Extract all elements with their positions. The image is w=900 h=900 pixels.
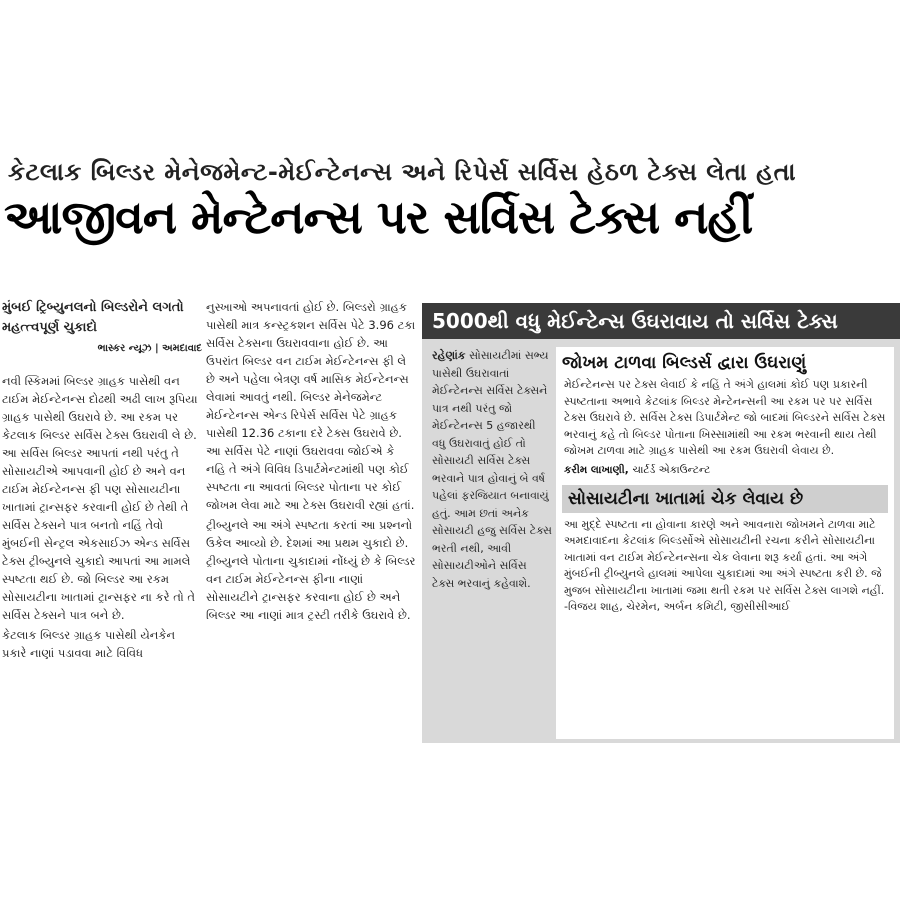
sidebar-panel bbox=[556, 347, 894, 739]
article-paragraph: ટ્રીબ્યુનલે આ અંગે સ્પષ્ટતા કરતાં આ પ્રશ્નનો ઉકેલ આવ્યો છે. દેશમાં આ પ્રથમ ચુકાદો છે. ટ્રીબ્યુનલે પોતાના ચુકાદામાં નોંધ્યું છે કે બિલ્ડર વન ટાઈમ મેઈન્ટેનન્સ ફીના નાણાં સોસાયટીને ટ્રાન્સફર કરવાના હોઈ છે અને બિલ્ડર આ નાણાં માત્ર ટ્રસ્ટી તરીકે ઉઘરાવે છે. bbox=[206, 518, 416, 622]
panel-subhead-1: જોખમ ટાળવા બિલ્ડર્સ દ્વારા ઉઘરાણું bbox=[562, 353, 807, 373]
newspaper-clipping bbox=[0, 148, 900, 753]
sidebar-box bbox=[422, 303, 900, 743]
kicker-headline: કેટલાક બિલ્ડર મેનેજમેન્ટ-મેઈન્ટેનન્સ અને રિપેર્સ સર્વિસ હેઠળ ટેક્સ લેતા હતા bbox=[8, 158, 796, 186]
article-byline: ભાસ્કર ન્યૂઝ | અમદાવાદ bbox=[97, 343, 202, 354]
byline-name: કરીમ લાખાણી, bbox=[564, 463, 629, 476]
panel-byline bbox=[556, 460, 894, 481]
panel-subhead-2: સોસાયટીના ખાતામાં ચેક લેવાય છે bbox=[562, 485, 888, 513]
byline-role: ચાર્ટર્ડ એકાઉન્ટન્ટ bbox=[632, 463, 711, 476]
panel-paragraph-1: મેઈન્ટેનન્સ પર ટેક્સ લેવાઈ કે નહિં તે અંગે હાલમાં કોઈ પણ પ્રકારની સ્પષ્ટતાના અભાવે કેટલાંક બિલ્ડર મેન્ટેનન્સની આ રકમ પર પર સર્વિસ ટેક્સ ઉઘરાવે છે. સર્વિસ ટેક્સ ડિપાર્ટમેન્ટ જો બાદમાં બિલ્ડરને સર્વિસ ટેક્સ ભરવાનું કહે તો બિલ્ડર પોતાના ખિસ્સામાંથી આ રકમ ભરવાની થાય તેથી જોખમ ટાળવા માટે ગ્રાહક પાસેથી આ રકમ ઉઘરાવી લેવાય છે. bbox=[564, 378, 886, 457]
sidebar-lead-word: રહેણાંક bbox=[432, 349, 466, 362]
article-paragraph: કેટલાક બિલ્ડર ગ્રાહક પાસેથી યેનકેન પ્રકારે નાણાં પડાવવા માટે વિવિધ bbox=[2, 628, 176, 660]
article-subhead: મુંબઈ ટ્રિબ્યુનલનો બિલ્ડરોને લગતો મહત્ત્વપૂર્ણ ચુકાદો bbox=[2, 300, 184, 335]
sidebar-text: સોસાયટીમાં સભ્ય પાસેથી ઉઘરાવાતાં મેઈન્ટેનન્સ સર્વિસ ટેક્સને પાત્ર નથી પરંતુ જો મેઈન્ટેનન્સ 5 હજારથી વધુ ઉઘરાવાતું હોઈ તો સોસાયટી સર્વિસ ટેક્સ ભરવાને પાત્ર હોવાનું બે વર્ષ પહેલાં ફરજિયાત બનાવાયું હતું. આમ છતાં અનેક સોસાયટી હજુ સર્વિસ ટેક્સ ભરતી નથી, આવી સોસાયટીઓને સર્વિસ ટેક્સ ભરવાનું કહેવાશે. bbox=[432, 349, 552, 590]
article-paragraph: નવી સ્કિમમાં બિલ્ડર ગ્રાહક પાસેથી વન ટાઈમ મેઈન્ટેનન્સ દોઢથી અઢી લાખ રૂપિયા ગ્રાહક પાસેથી ઉઘરાવે છે. આ રકમ પર કેટલાક બિલ્ડર સર્વિસ ટેક્સ ઉઘરાવી લે છે. આ સર્વિસ બિલ્ડર આપતાં નથી પરંતુ તે સોસાયટીએ આપવાની હોઈ છે અને વન ટાઈમ મેઈન્ટેનન્સ ફી પણ સોસાયટીના ખાતામાં ટ્રાન્સફર કરવાની હોઈ છે તેથી તે સર્વિસ ટેક્સને પાત્ર બનતો નહિં તેવો મુંબઈની સેન્ટ્રલ એકસાઈઝ એન્ડ સર્વિસ ટેક્સ ટ્રીબ્યુનલે ચુકાદો આપતાં આ મામલે સ્પષ્ટતા થઈ છે. જો બિલ્ડર આ રકમ સોસાયટીના ખાતામાં ટ્રાન્સફર ના કરે તો તે સર્વિસ ટેક્સને પાત્ર બને છે. bbox=[2, 374, 198, 622]
article-paragraph: નુસ્ખાઓ અપનાવતાં હોઈ છે. બિલ્ડરો ગ્રાહક પાસેથી માત્ર કન્સ્ટ્રકશન સર્વિસ પેટે 3.96 ટકા સર્વિસ ટેક્સના ઉઘરાવવાના હોઈ છે. આ ઉપરાંત બિલ્ડર વન ટાઈમ મેઈન્ટેનન્સ ફી લે છે અને પહેલા બેત્રણ વર્ષ માસિક મેઈન્ટેનન્સ લેવામાં આવતું નથી. બિલ્ડર મેનેજમેન્ટ મેઈન્ટેનન્સ એન્ડ રિપેર્સ સર્વિસ પેટે ગ્રાહક પાસેથી 12.36 ટકાના દરે ટેક્સ ઉઘરાવે છે. આ સર્વિસ પેટે નાણાં ઉઘરાવવા જોઈએ કે નહિ તે અંગે વિવિધ ડિપાર્ટમેન્ટમાંથી પણ કોઈ સ્પષ્ટતા ના આવતાં બિલ્ડર પોતાના પર કોઈ જોખમ લેવા માટે આ ટેક્સ ઉઘરાવી રહ્યાં હતાં. bbox=[206, 300, 416, 512]
main-headline: આજીવન મેન્ટેનન્સ પર સર્વિસ ટેક્સ નહીં bbox=[4, 190, 753, 244]
sidebar-banner: 5000થી વધુ મેઈન્ટેન્સ ઉઘરાવાય તો સર્વિસ ટેક્સ bbox=[422, 303, 900, 339]
article-column-2 bbox=[206, 298, 416, 748]
article-column-1 bbox=[2, 298, 202, 748]
panel-paragraph-2: આ મુદ્દે સ્પષ્ટતા ના હોવાના કારણે અને આવનારા જોખમને ટાળવા માટે અમદાવાદના કેટલાંક બિલ્ડર્સોએ સોસાયટીની રચના કરીને સોસાયટીના ખાતામાં વન ટાઈમ મેઈન્ટેનન્સના ચેક લેવાના શરૂ કર્યા હતાં. આ અંગે મુંબઈની ટ્રીબ્યુનલે હાલમાં આપેલા ચુકાદામાં આ અંગે સ્પષ્ટતા કરી છે. જે મુજબ સોસાયટીના ખાતામાં જમા થતી રકમ પર સર્વિસ ટેક્સ લાગશે નહીં. -વિજય શાહ, ચેરમેન, અર્બન કમિટી, જીસીસીઆઈ bbox=[564, 517, 885, 613]
sidebar-column bbox=[432, 347, 552, 737]
